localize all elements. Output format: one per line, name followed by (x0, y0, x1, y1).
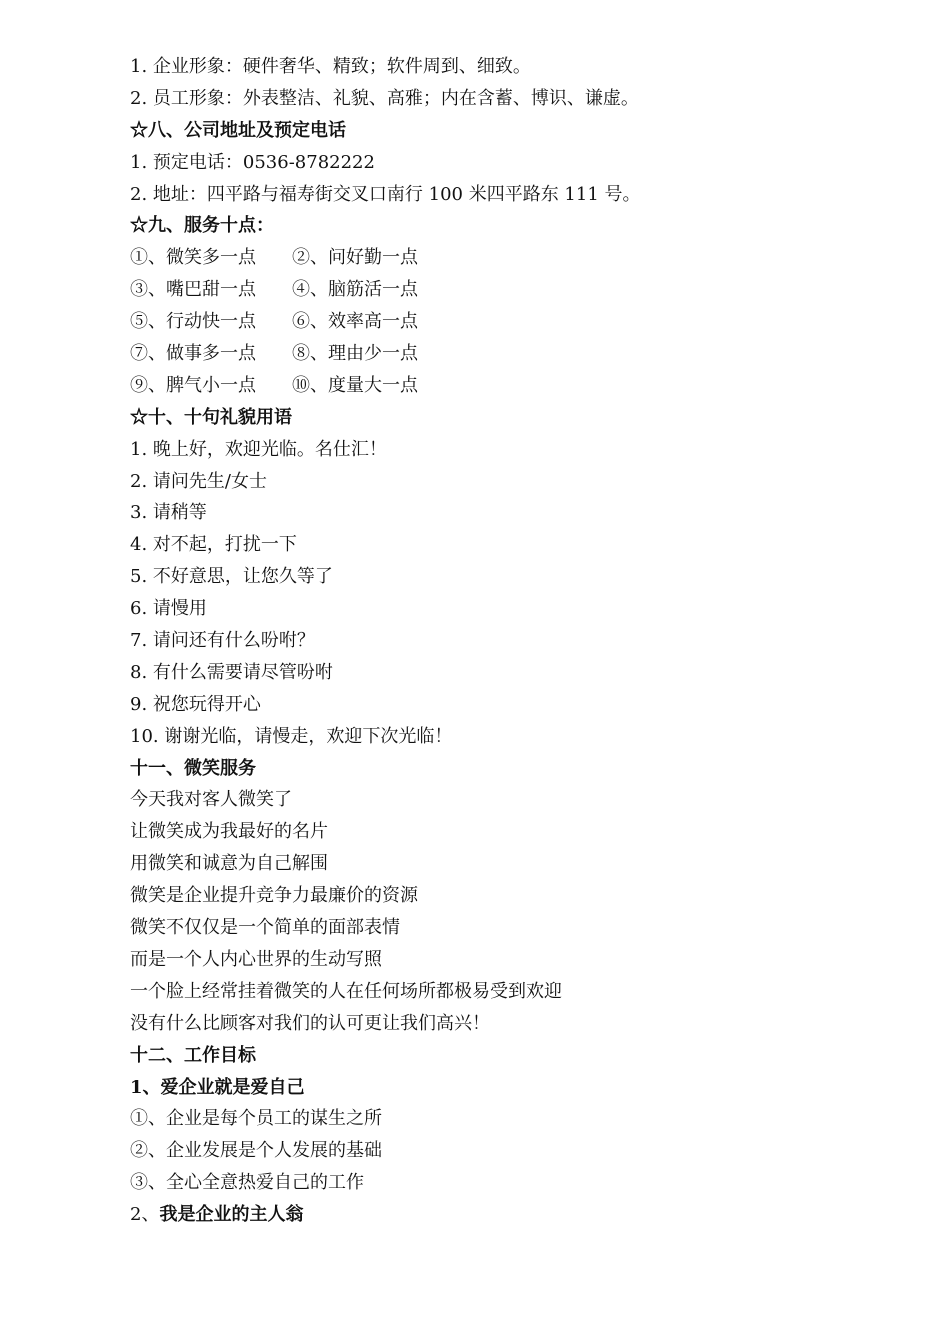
section-heading: ☆九、服务十点： (130, 215, 274, 237)
service-point-row (130, 370, 910, 402)
service-point: ②、问好勤一点 (292, 247, 418, 269)
text-line: 8. 有什么需要请尽管吩咐 (130, 661, 333, 683)
text-line: 2. 地址：四平路与福寿街交叉口南行 100 米四平路东 111 号。 (130, 183, 641, 205)
text-line: 3. 请稍等 (130, 502, 207, 524)
service-point: ⑦、做事多一点 (130, 343, 256, 365)
text-line: 7. 请问还有什么吩咐？ (130, 630, 315, 652)
text-line: 6. 请慢用 (130, 598, 207, 620)
text-line: 1. 晚上好，欢迎光临。名仕汇！ (130, 438, 387, 460)
last-line (130, 1199, 910, 1231)
text-line: 1. 企业形象：硬件奢华、精致；软件周到、细致。 (130, 56, 531, 77)
text-line: ①、企业是每个员工的谋生之所 (130, 1108, 382, 1130)
text-line: 微笑是企业提升竞争力最廉价的资源 (130, 885, 418, 907)
service-point: ⑩、度量大一点 (292, 374, 418, 396)
service-point: ⑥、效率高一点 (292, 311, 418, 333)
section-heading: 1、爱企业就是爱自己 (130, 1076, 305, 1098)
service-point: ⑨、脾气小一点 (130, 374, 256, 396)
text-line: 一个脸上经常挂着微笑的人在任何场所都极易受到欢迎 (130, 980, 562, 1002)
text-line: 微笑不仅仅是一个简单的面部表情 (130, 917, 400, 939)
service-point-row (130, 274, 910, 306)
service-point: ③、嘴巴甜一点 (130, 279, 256, 301)
section-heading: ☆十、十句礼貌用语 (130, 406, 292, 428)
text-line: 而是一个人内心世界的生动写照 (130, 948, 382, 970)
text-line: 4. 对不起，打扰一下 (130, 534, 297, 556)
text-line: ③、全心全意热爱自己的工作 (130, 1172, 364, 1194)
text-line: 今天我对客人微笑了 (130, 789, 292, 811)
section-heading: 十一、微笑服务 (130, 757, 256, 779)
section-heading: 十二、工作目标 (130, 1044, 256, 1066)
service-point: ⑧、理由少一点 (292, 343, 418, 365)
service-point-row (130, 242, 910, 274)
service-point: ⑤、行动快一点 (130, 311, 256, 333)
text-line: ②、企业发展是个人发展的基础 (130, 1140, 382, 1162)
text-line: 1. 预定电话：0536-8782222 (130, 151, 375, 173)
section-rest (130, 402, 910, 1199)
text-line: 9. 祝您玩得开心 (130, 693, 261, 715)
section-intro (130, 51, 910, 242)
last-line-prefix: 2、 (130, 1204, 160, 1226)
text-line: 2. 员工形象：外表整洁、礼貌、高雅；内在含蓄、博识、谦虚。 (130, 87, 639, 109)
service-point-row (130, 306, 910, 338)
service-point-row (130, 338, 910, 370)
section-heading: ☆八、公司地址及预定电话 (130, 119, 346, 141)
text-line: 5. 不好意思，让您久等了 (130, 566, 333, 588)
text-line: 没有什么比顾客对我们的认可更让我们高兴！ (130, 1012, 490, 1034)
service-point: ①、微笑多一点 (130, 247, 256, 269)
last-line-title: 我是企业的主人翁 (159, 1204, 304, 1226)
text-line: 2. 请问先生/女士 (130, 470, 267, 492)
service-point: ④、脑筋活一点 (292, 279, 418, 301)
service-ten-points-grid (130, 242, 910, 401)
text-line: 用微笑和诚意为自己解围 (130, 853, 328, 875)
text-line: 10. 谢谢光临，请慢走，欢迎下次光临！ (130, 725, 453, 747)
text-line: 让微笑成为我最好的名片 (130, 821, 328, 843)
document-page (130, 51, 910, 1231)
